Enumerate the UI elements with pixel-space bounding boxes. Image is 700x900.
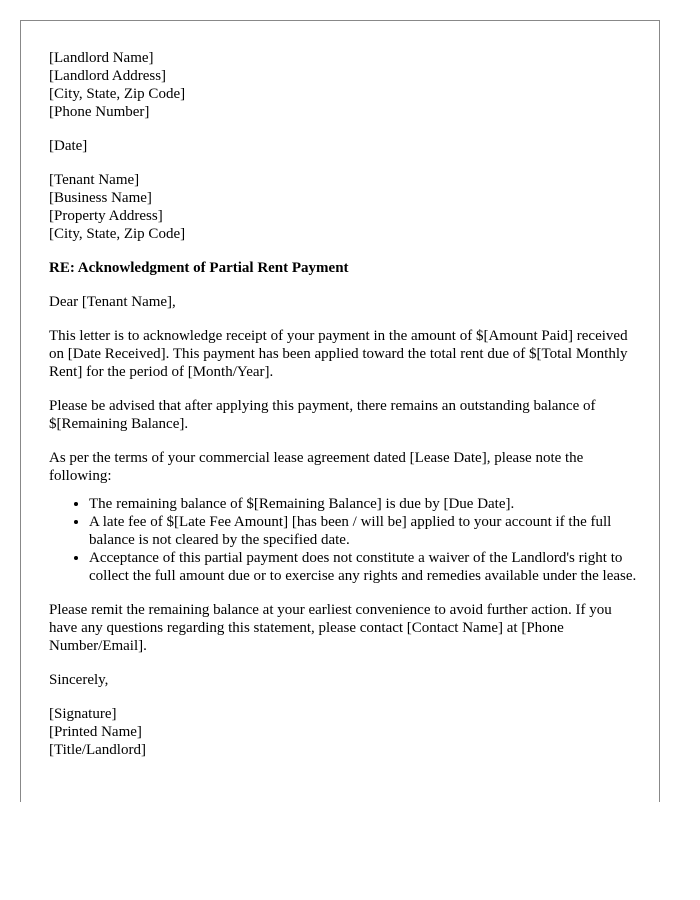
letter-page (20, 20, 660, 802)
sender-address (49, 49, 639, 121)
sender-phone: [Phone Number] (49, 104, 150, 120)
sender-street: [Landlord Address] (49, 68, 167, 84)
paragraph-balance: Please be advised that after applying this payment, there remains an outstanding balance of $[Remaining Balance]. (49, 398, 596, 432)
subject-line: RE: Acknowledgment of Partial Rent Payment (49, 260, 349, 276)
signature: [Signature] (49, 706, 117, 722)
letter-date: [Date] (49, 138, 88, 154)
list-item: • A late fee of $[Late Fee Amount] [has been / will be] applied to your account if the full balance is not cleared by the specified date. (89, 513, 639, 549)
terms-list (49, 495, 639, 585)
salutation: Dear [Tenant Name], (49, 294, 176, 310)
recipient-city: [City, State, Zip Code] (49, 226, 186, 242)
paragraph-lease-terms: As per the terms of your commercial lease agreement dated [Lease Date], please note the following: (49, 450, 584, 484)
paragraph-remit: Please remit the remaining balance at your earliest convenience to avoid further action. If you have any questions regarding this statement, please contact [Contact Name] at [Phone Number/Email]. (49, 602, 612, 654)
paragraph-receipt: This letter is to acknowledge receipt of your payment in the amount of $[Amount Paid] received on [Date Received]. This payment has been applied toward the total rent due of $[Total Monthly Rent] for the period of [Month/Year]. (49, 328, 628, 380)
signer-title: [Title/Landlord] (49, 742, 146, 758)
sender-city: [City, State, Zip Code] (49, 86, 186, 102)
closing: Sincerely, (49, 672, 109, 688)
recipient-property: [Property Address] (49, 208, 163, 224)
recipient-name: [Tenant Name] (49, 172, 140, 188)
recipient-business: [Business Name] (49, 190, 152, 206)
letter-body (49, 49, 639, 775)
signature-block (49, 705, 639, 759)
recipient-address (49, 171, 639, 243)
list-item: • Acceptance of this partial payment does not constitute a waiver of the Landlord's right to collect the full amount due or to exercise any rights and remedies available under the lease. (89, 549, 639, 585)
sender-name: [Landlord Name] (49, 50, 154, 66)
list-item: • The remaining balance of $[Remaining Balance] is due by [Due Date]. (89, 495, 639, 513)
printed-name: [Printed Name] (49, 724, 142, 740)
